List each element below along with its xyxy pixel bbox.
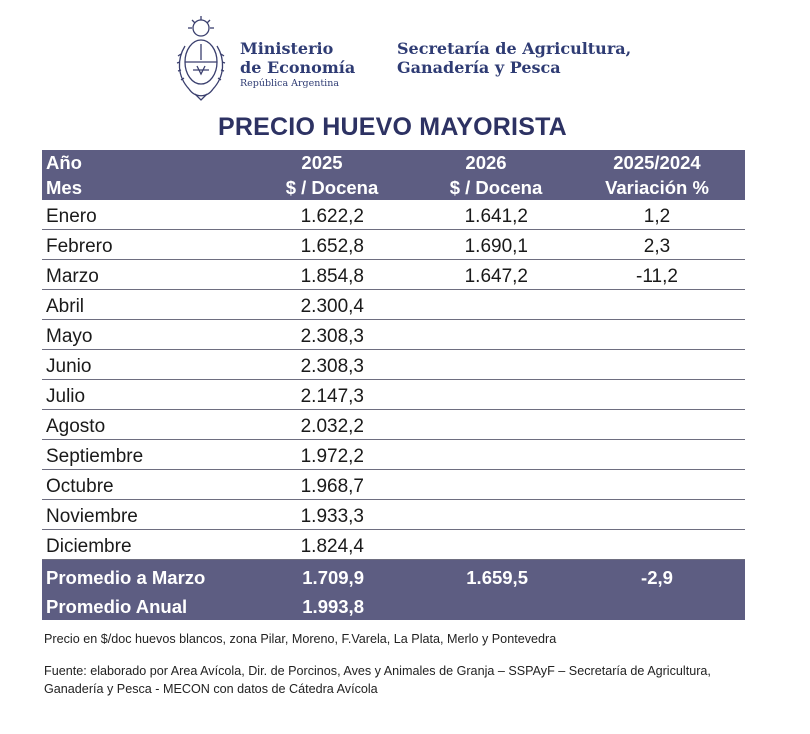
table-row — [42, 530, 745, 560]
table-row — [42, 230, 745, 260]
month-cell: Diciembre — [46, 536, 132, 557]
footer-2026-march: 1.659,5 — [466, 567, 528, 588]
footer-variation-march: -2,9 — [641, 567, 673, 588]
table-row — [42, 380, 745, 410]
header-2026: 2026 — [465, 152, 507, 173]
page-header — [175, 14, 695, 104]
price-2025-cell: 1.972,2 — [300, 446, 364, 467]
secretaria-line1: Secretaría de Agricultura, — [397, 39, 632, 58]
footer-label-annual: Promedio Anual — [46, 596, 188, 617]
price-2025-cell: 1.968,7 — [300, 476, 364, 497]
table-row — [42, 260, 745, 290]
table-row — [42, 500, 745, 530]
source-note: Fuente: elaborado por Area Avícola, Dir. de Porcinos, Aves y Animales de Granja – SSPAyF – Secretaría de Agricultura, Ganadería y Pesca - MECON con datos de Cátedra Avícola — [44, 664, 711, 696]
variation-cell: 2,3 — [643, 236, 671, 257]
table-header — [42, 150, 745, 200]
table-row — [42, 200, 745, 230]
secretaria-name — [397, 39, 631, 77]
month-cell: Noviembre — [46, 506, 138, 527]
month-cell: Agosto — [46, 416, 106, 437]
ministry-line2: de Economía — [240, 58, 356, 77]
price-2025-cell: 1.854,8 — [300, 266, 364, 287]
notes — [44, 630, 764, 698]
price-2025-cell: 2.300,4 — [300, 296, 364, 317]
month-cell: Febrero — [46, 236, 113, 257]
footer-2025-annual: 1.993,8 — [302, 596, 364, 617]
table-row — [42, 470, 745, 500]
header-year-label: Año — [46, 152, 82, 173]
ministry-name — [240, 39, 355, 89]
header-unit-2025: $ / Docena — [285, 177, 379, 198]
price-2025-cell: 1.933,3 — [300, 506, 364, 527]
price-2025-cell: 2.147,3 — [300, 386, 364, 407]
month-cell: Octubre — [46, 476, 114, 497]
page-title: PRECIO HUEVO MAYORISTA — [218, 113, 567, 141]
header-month-label: Mes — [46, 177, 82, 198]
month-cell: Abril — [46, 296, 85, 317]
price-table — [42, 150, 745, 620]
table-row — [42, 410, 745, 440]
month-cell: Enero — [46, 206, 97, 227]
header-variation-unit: Variación % — [605, 177, 709, 198]
price-2026-cell: 1.641,2 — [464, 206, 528, 227]
table-body — [42, 200, 745, 560]
month-cell: Junio — [46, 356, 92, 377]
month-cell: Septiembre — [46, 446, 144, 467]
table-row — [42, 320, 745, 350]
price-2025-cell: 1.622,2 — [300, 206, 364, 227]
table-row — [42, 440, 745, 470]
variation-cell: 1,2 — [643, 206, 671, 227]
header-2025: 2025 — [301, 152, 343, 173]
price-2025-cell: 2.032,2 — [300, 416, 364, 437]
price-2026-cell: 1.690,1 — [464, 236, 528, 257]
price-2025-cell: 1.824,4 — [300, 536, 364, 557]
month-cell: Julio — [46, 386, 86, 407]
table-row — [42, 290, 745, 320]
price-2025-cell: 2.308,3 — [300, 326, 364, 347]
header-unit-2026: $ / Docena — [449, 177, 543, 198]
footer-2025-march: 1.709,9 — [302, 567, 364, 588]
header-variation-year: 2025/2024 — [613, 152, 701, 173]
secretaria-line2: Ganadería y Pesca — [397, 58, 561, 77]
price-note: Precio en $/doc huevos blancos, zona Pilar, Moreno, F.Varela, La Plata, Merlo y Pontevedra — [44, 632, 557, 646]
table-footer — [42, 560, 745, 620]
table-row — [42, 350, 745, 380]
month-cell: Marzo — [46, 266, 99, 287]
argentina-coat-of-arms-icon — [175, 14, 227, 102]
price-2025-cell: 2.308,3 — [300, 356, 364, 377]
ministry-line1: Ministerio — [240, 39, 334, 58]
month-cell: Mayo — [46, 326, 93, 347]
price-2025-cell: 1.652,8 — [300, 236, 364, 257]
variation-cell: -11,2 — [636, 266, 678, 287]
ministry-country: República Argentina — [240, 78, 339, 89]
footer-label-march: Promedio a Marzo — [46, 567, 206, 588]
price-2026-cell: 1.647,2 — [464, 266, 528, 287]
